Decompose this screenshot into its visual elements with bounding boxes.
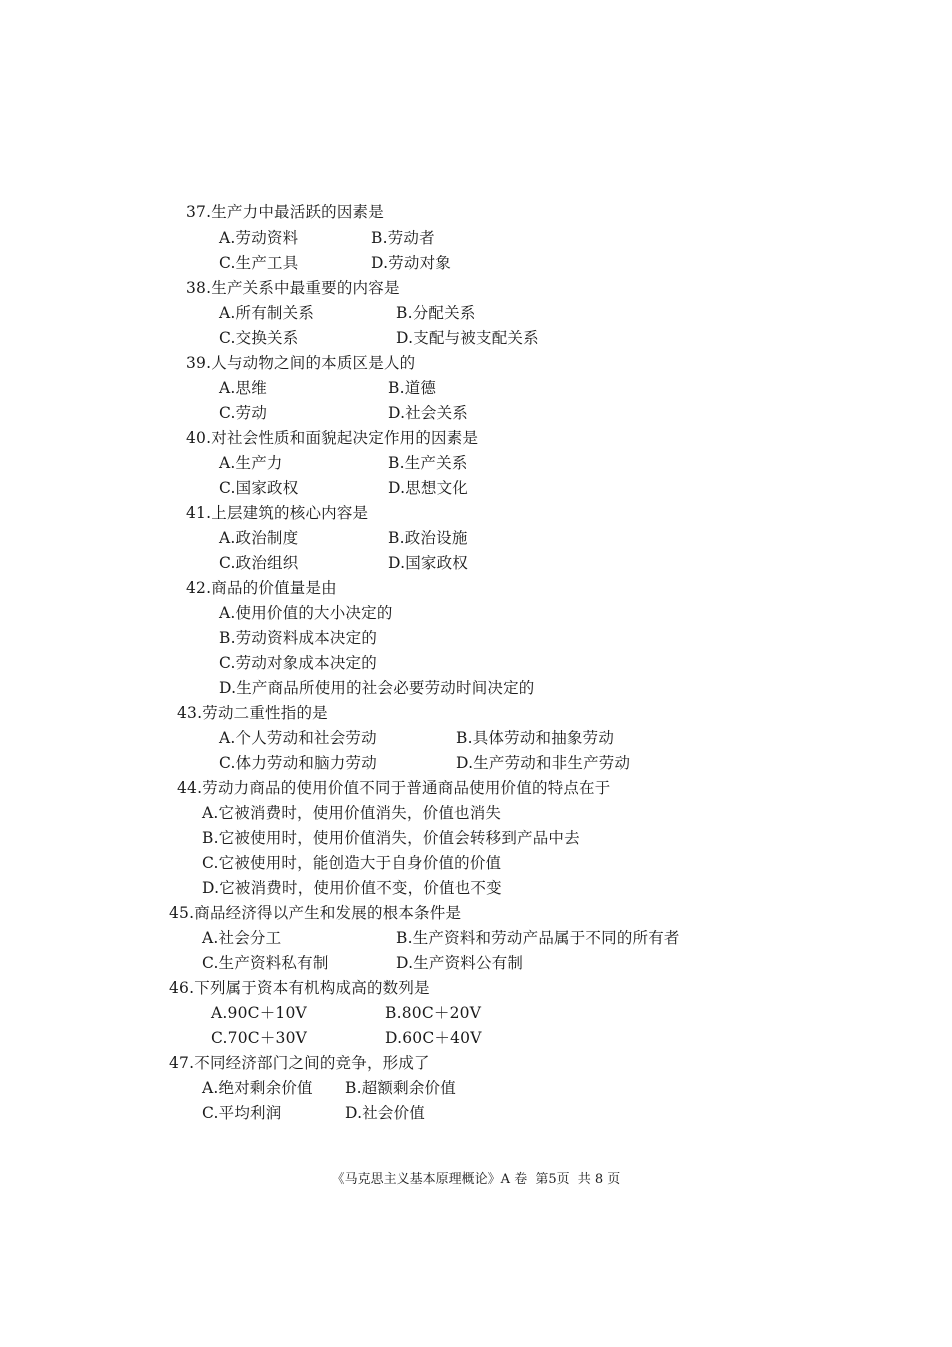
question-42-stem: 42.商品的价值量是由 [186,579,337,597]
question-43-option-d: D.生产劳动和非生产劳动 [456,754,631,772]
question-42-option-b: B.劳动资料成本决定的 [219,629,378,647]
question-42-option-d: D.生产商品所使用的社会必要劳动时间决定的 [219,679,535,697]
question-41-option-c: C.政治组织 [219,554,299,572]
question-44-stem: 44.劳动力商品的使用价值不同于普通商品使用价值的特点在于 [177,779,611,797]
question-41-option-a: A.政治制度 [219,529,299,547]
footer-total-pages: 共 8 页 [577,1172,621,1187]
question-37-option-b: B.劳动者 [371,229,435,247]
question-40-option-c: C.国家政权 [219,479,299,497]
question-42-option-c: C.劳动对象成本决定的 [219,654,377,672]
question-45-option-a: A.社会分工 [202,929,282,947]
question-38-option-a: A.所有制关系 [219,304,315,322]
question-45-stem: 45.商品经济得以产生和发展的根本条件是 [169,904,462,922]
question-46-option-b: B.80C＋20V [385,1004,482,1022]
question-44-option-a: A.它被消费时，使用价值消失，价值也消失 [202,804,502,822]
question-39-option-c: C.劳动 [219,404,268,422]
question-39-option-a: A.思维 [219,379,267,397]
question-38-option-b: B.分配关系 [396,304,476,322]
question-46-option-d: D.60C＋40V [385,1029,482,1047]
question-41-option-b: B.政治设施 [388,529,468,547]
question-47-stem: 47.不同经济部门之间的竞争，形成了 [169,1054,430,1072]
question-46-stem: 46.下列属于资本有机构成高的数列是 [169,979,430,997]
question-40-stem: 40.对社会性质和面貌起决定作用的因素是 [186,429,479,447]
question-42-option-a: A.使用价值的大小决定的 [219,604,393,622]
question-37-option-c: C.生产工具 [219,254,299,272]
question-43-option-a: A.个人劳动和社会劳动 [219,729,377,747]
question-39-option-d: D.社会关系 [388,404,469,422]
question-37-stem: 37.生产力中最活跃的因素是 [186,203,384,221]
question-40-option-a: A.生产力 [219,454,283,472]
question-45-option-d: D.生产资料公有制 [396,954,524,972]
question-44-option-d: D.它被消费时，使用价值不变，价值也不变 [202,879,502,897]
question-45-option-c: C.生产资料私有制 [202,954,329,972]
question-40-option-b: B.生产关系 [388,454,468,472]
question-44-option-b: B.它被使用时，使用价值消失，价值会转移到产品中去 [202,829,580,847]
question-41-stem: 41.上层建筑的核心内容是 [186,504,369,522]
question-46-option-c: C.70C＋30V [211,1029,308,1047]
question-40-option-d: D.思想文化 [388,479,469,497]
question-44-option-c: C.它被使用时，能创造大于自身价值的价值 [202,854,502,872]
question-38-stem: 38.生产关系中最重要的内容是 [186,279,400,297]
question-47-option-b: B.超额剩余价值 [345,1079,456,1097]
question-38-option-d: D.支配与被支配关系 [396,329,539,347]
question-46-option-a: A.90C＋10V [211,1004,307,1022]
question-47-option-d: D.社会价值 [345,1104,426,1122]
question-43-option-c: C.体力劳动和脑力劳动 [219,754,377,772]
footer-book-title: 《马克思主义基本原理概论》A 卷 [331,1172,528,1187]
question-45-option-b: B.生产资料和劳动产品属于不同的所有者 [396,929,680,947]
footer-page-number: 第5页 [535,1172,570,1187]
question-37-option-a: A.劳动资料 [219,229,299,247]
page-footer [0,1170,952,1190]
question-47-option-a: A.绝对剩余价值 [202,1079,313,1097]
question-43-option-b: B.具体劳动和抽象劳动 [456,729,615,747]
question-38-option-c: C.交换关系 [219,329,299,347]
question-39-stem: 39.人与动物之间的本质区是人的 [186,354,416,372]
question-41-option-d: D.国家政权 [388,554,469,572]
question-39-option-b: B.道德 [388,379,437,397]
question-43-stem: 43.劳动二重性指的是 [177,704,328,722]
question-37-option-d: D.劳动对象 [371,254,452,272]
question-47-option-c: C.平均利润 [202,1104,282,1122]
